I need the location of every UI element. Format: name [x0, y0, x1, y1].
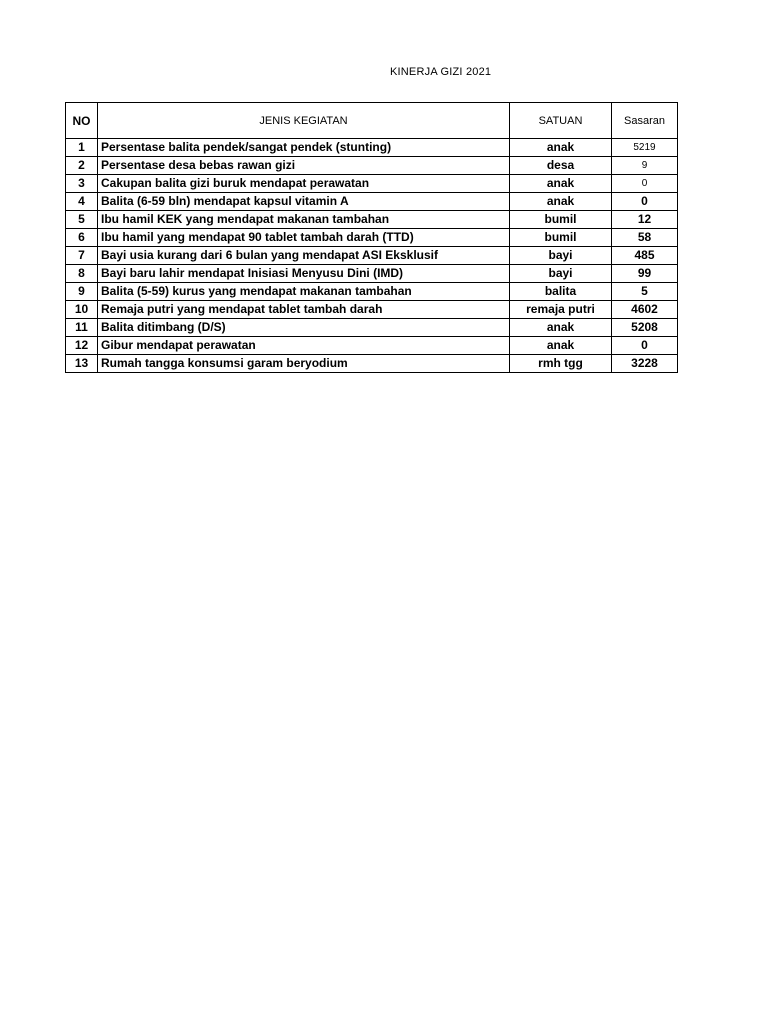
row-kegiatan: Persentase balita pendek/sangat pendek (stunting) — [98, 139, 510, 157]
row-satuan: rmh tgg — [510, 355, 612, 373]
row-satuan: bumil — [510, 211, 612, 229]
kinerja-gizi-table — [65, 102, 678, 373]
row-satuan: anak — [510, 319, 612, 337]
table-header-row — [66, 103, 678, 139]
row-sasaran: 58 — [612, 229, 678, 247]
table-row — [66, 265, 678, 283]
page-title: KINERJA GIZI 2021 — [390, 66, 492, 78]
row-kegiatan: Balita ditimbang (D/S) — [98, 319, 510, 337]
row-satuan: bayi — [510, 247, 612, 265]
row-no: 10 — [66, 301, 98, 319]
row-no: 2 — [66, 157, 98, 175]
row-kegiatan: Ibu hamil yang mendapat 90 tablet tambah darah (TTD) — [98, 229, 510, 247]
row-no: 13 — [66, 355, 98, 373]
row-sasaran: 12 — [612, 211, 678, 229]
row-sasaran: 4602 — [612, 301, 678, 319]
row-sasaran: 485 — [612, 247, 678, 265]
row-satuan: desa — [510, 157, 612, 175]
table-row — [66, 139, 678, 157]
row-sasaran: 5 — [612, 283, 678, 301]
row-kegiatan: Bayi baru lahir mendapat Inisiasi Menyusu Dini (IMD) — [98, 265, 510, 283]
table-row — [66, 247, 678, 265]
row-satuan: balita — [510, 283, 612, 301]
row-kegiatan: Cakupan balita gizi buruk mendapat perawatan — [98, 175, 510, 193]
row-sasaran: 9 — [612, 157, 678, 175]
row-sasaran: 0 — [612, 337, 678, 355]
row-satuan: anak — [510, 337, 612, 355]
row-satuan: anak — [510, 175, 612, 193]
row-sasaran: 0 — [612, 175, 678, 193]
table-row — [66, 283, 678, 301]
row-kegiatan: Persentase desa bebas rawan gizi — [98, 157, 510, 175]
row-sasaran: 5208 — [612, 319, 678, 337]
row-satuan: anak — [510, 139, 612, 157]
row-no: 4 — [66, 193, 98, 211]
row-kegiatan: Bayi usia kurang dari 6 bulan yang mendapat ASI Eksklusif — [98, 247, 510, 265]
row-kegiatan: Gibur mendapat perawatan — [98, 337, 510, 355]
table-row — [66, 211, 678, 229]
row-sasaran: 99 — [612, 265, 678, 283]
row-sasaran: 3228 — [612, 355, 678, 373]
row-no: 12 — [66, 337, 98, 355]
row-kegiatan: Ibu hamil KEK yang mendapat makanan tambahan — [98, 211, 510, 229]
row-satuan: anak — [510, 193, 612, 211]
table-row — [66, 175, 678, 193]
row-no: 8 — [66, 265, 98, 283]
row-satuan: remaja putri — [510, 301, 612, 319]
table-row — [66, 337, 678, 355]
header-sasaran: Sasaran — [612, 103, 678, 139]
row-no: 11 — [66, 319, 98, 337]
row-kegiatan: Balita (5-59) kurus yang mendapat makanan tambahan — [98, 283, 510, 301]
table-row — [66, 229, 678, 247]
row-satuan: bayi — [510, 265, 612, 283]
row-no: 7 — [66, 247, 98, 265]
header-no: NO — [66, 103, 98, 139]
row-sasaran: 0 — [612, 193, 678, 211]
header-satuan: SATUAN — [510, 103, 612, 139]
row-kegiatan: Remaja putri yang mendapat tablet tambah darah — [98, 301, 510, 319]
row-no: 1 — [66, 139, 98, 157]
row-no: 6 — [66, 229, 98, 247]
row-kegiatan: Rumah tangga konsumsi garam beryodium — [98, 355, 510, 373]
row-satuan: bumil — [510, 229, 612, 247]
table-row — [66, 301, 678, 319]
table-row — [66, 193, 678, 211]
row-no: 3 — [66, 175, 98, 193]
table-row — [66, 355, 678, 373]
table-row — [66, 157, 678, 175]
header-jenis-kegiatan: JENIS KEGIATAN — [98, 103, 510, 139]
row-kegiatan: Balita (6-59 bln) mendapat kapsul vitamin A — [98, 193, 510, 211]
row-sasaran: 5219 — [612, 139, 678, 157]
table-row — [66, 319, 678, 337]
row-no: 5 — [66, 211, 98, 229]
row-no: 9 — [66, 283, 98, 301]
